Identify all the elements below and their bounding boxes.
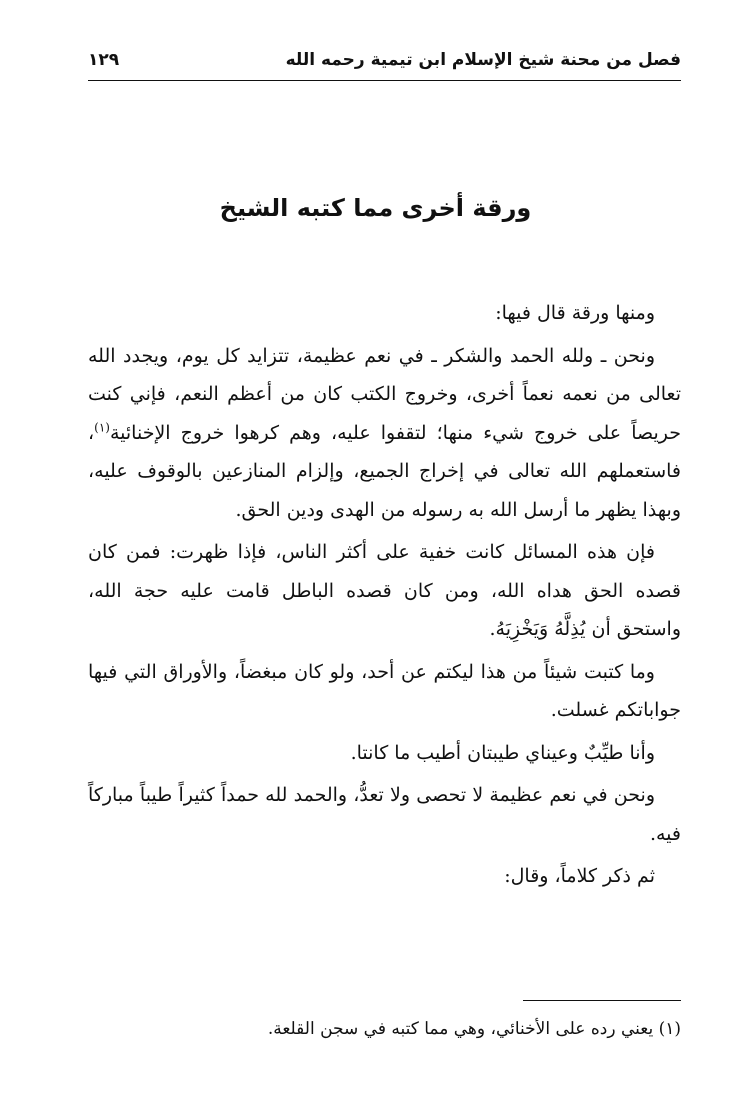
paragraph-1: ومنها ورقة قال فيها: xyxy=(495,302,655,324)
running-header xyxy=(88,46,681,78)
paragraph-3: فإن هذه المسائل كانت خفية على أكثر الناس، فإذا ظهرت: فمن كان قصده الحق هداه الله، ومن كان قصده الباطل قامت عليه حجة الله، واستحق أن يُذِلَّهُ وَيَخْزِيَهُ. xyxy=(88,541,681,640)
paragraph-2-part-a: ونحن ـ ولله الحمد والشكر ـ في نعم عظيمة، تتزايد كل يوم، ويجدد الله تعالى من نعمه نعماً أخرى، وخروج الكتب كان من أعظم النعم، فإني كنت حريصاً على خروج شيء منها؛ لتقفوا عليه، وهم كرهوا خروج الإخنائية xyxy=(88,344,681,444)
header-rule xyxy=(88,80,681,81)
paragraph-2-part-b: ، فاستعملهم الله تعالى في إخراج الجميع، وإلزام المنازعين بالوقوف عليه، وبهذا يظهر ما أرسل الله به رسوله من الهدى ودين الحق. xyxy=(88,421,681,521)
footnote-ref[interactable]: (١) xyxy=(94,420,110,435)
header-title: فصل من محنة شيخ الإسلام ابن تيمية رحمه الله xyxy=(285,50,681,70)
section-title: ورقة أخرى مما كتبه الشيخ xyxy=(219,194,532,222)
footnote-rule xyxy=(523,1000,681,1001)
footnote: (١) يعني رده على الأخنائي، وهي مما كتبه في سجن القلعة. xyxy=(267,1019,681,1039)
paragraph-5: وأنا طيِّبٌ وعيناي طيبتان أطيب ما كانتا. xyxy=(350,741,655,764)
paragraph-6: ونحن في نعم عظيمة لا تحصى ولا تعدُّ، والحمد لله حمداً كثيراً طيباً مباركاً فيه. xyxy=(88,784,681,845)
paragraph-2 xyxy=(88,337,681,530)
page-number: ١٢٩ xyxy=(88,50,120,70)
paragraph-7: ثم ذكر كلاماً، وقال: xyxy=(504,865,655,887)
body-text xyxy=(88,294,681,900)
paragraph-4: وما كتبت شيئاً من هذا ليكتم عن أحد، ولو كان مبغضاً، والأوراق التي فيها جواباتكم غسلت. xyxy=(88,660,681,721)
